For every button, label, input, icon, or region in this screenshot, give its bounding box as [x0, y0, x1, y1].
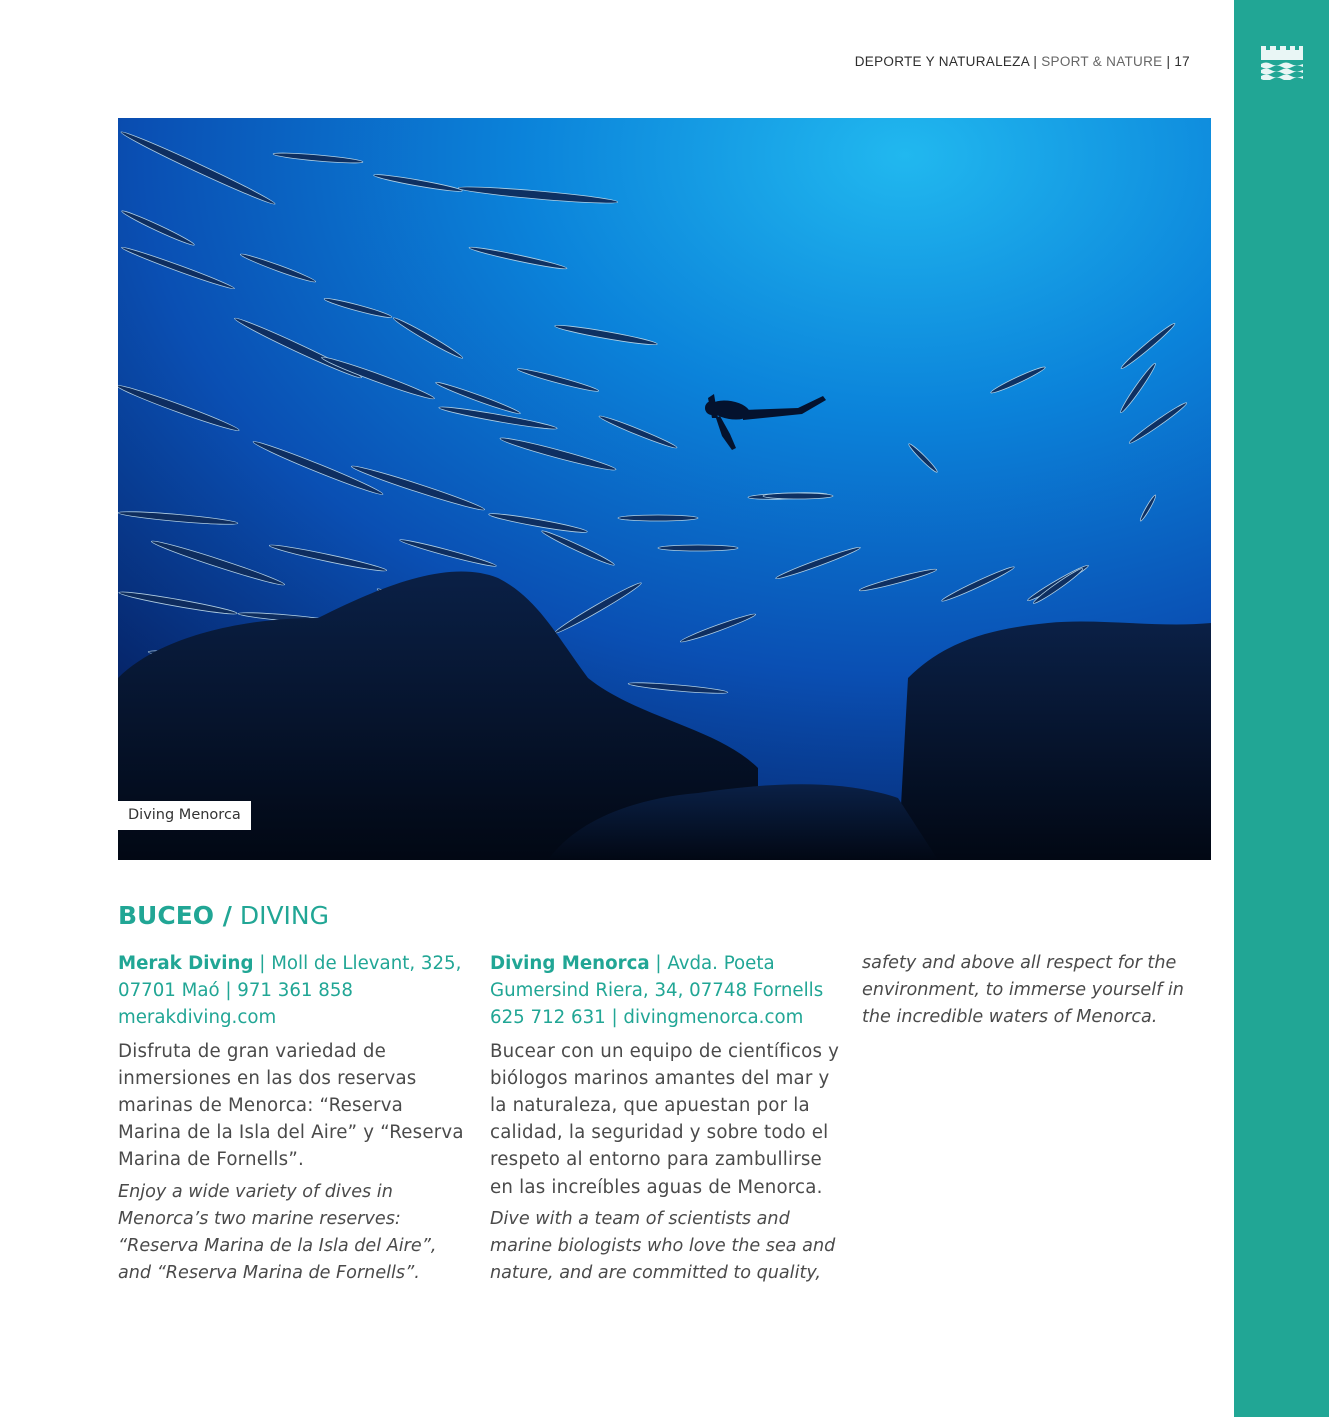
photo-caption: Diving Menorca: [118, 801, 251, 830]
header-separator: |: [1162, 54, 1175, 69]
page-number: 17: [1174, 54, 1190, 69]
castle-waves-icon: [1259, 42, 1305, 80]
description-en: Dive with a team of scientists and marine biologists who love the sea and nature, and are committed to quality,: [490, 1208, 836, 1284]
section-title-es: BUCEO /: [118, 901, 232, 930]
description-es: Bucear con un equipo de científicos y biólogos marinos amantes del mar y la naturaleza, que apuestan por la calidad, la seguridad y sobre todo el respeto al entorno para zambullirse en las increíbles aguas de Menorca.: [490, 1040, 840, 1198]
description-en-continued: safety and above all respect for the environment, to immerse yourself in the incredible waters of Menorca.: [862, 953, 1184, 1028]
business-name: Diving Menorca: [490, 953, 650, 974]
header-separator: |: [1029, 54, 1042, 69]
business-name: Merak Diving: [118, 953, 254, 974]
section-title: [118, 898, 329, 934]
diving-photo: [118, 118, 1211, 860]
side-color-bar: [1234, 0, 1329, 1417]
header-section-en: SPORT & NATURE: [1041, 54, 1163, 69]
description-es: Disfruta de gran variedad de inmersiones en las dos reservas marinas de Menorca: “Reserva Marina de la Isla del Aire” y “Reserva Marina de Fornells”.: [118, 1040, 464, 1171]
description-en: Enjoy a wide variety of dives in Menorca’s two marine reserves: “Reserva Marina de la Isla del Aire”, and “Reserva Marina de Fornells”.: [118, 1181, 437, 1284]
section-title-en: DIVING: [239, 901, 330, 930]
contact-info: [490, 950, 842, 1032]
column-continuation: [862, 950, 1192, 1032]
column-merak-diving: [118, 950, 470, 1287]
business-details: | Avda. Poeta Gumersind Riera, 34, 07748 Fornells 625 712 631 | divingmenorca.com: [490, 953, 824, 1029]
business-details: | Moll de Llevant, 325, 07701 Maó | 971 361 858 merakdiving.com: [118, 953, 462, 1029]
header-section-es: DEPORTE Y NATURALEZA: [854, 54, 1030, 69]
underwater-scene: [118, 118, 1211, 860]
contact-info: [118, 950, 470, 1032]
column-diving-menorca: [490, 950, 842, 1287]
running-header: [855, 54, 1190, 69]
